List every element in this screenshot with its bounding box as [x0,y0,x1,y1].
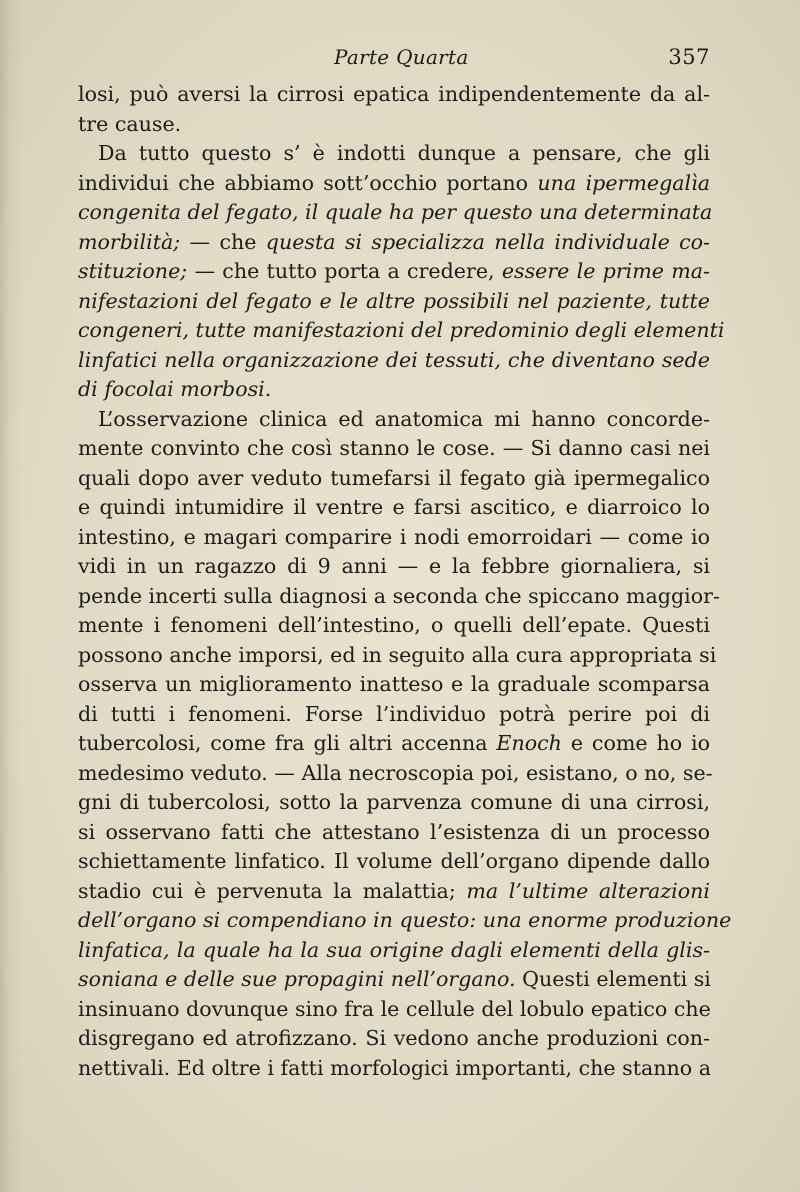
text-run: insinuano dovunque sino fra le cellule del lobulo epatico che [78,996,711,1021]
page-header [78,45,710,75]
text-run: tubercolosi, come fra gli altri accenna [78,731,497,755]
text-line [78,287,710,317]
italic-text: congenita del fegato, il quale ha per questo una determinata [78,200,713,224]
text-run: medesimo veduto. — Alla necroscopia poi, esistano, o no, se- [78,760,713,785]
text-line [78,1054,710,1084]
text-line [78,936,710,966]
text-line [78,818,710,848]
text-run: losi, può aversi la cirrosi epatica indipendentemente da al- [78,82,710,106]
text-line [78,110,710,140]
italic-text: una ipermegalìa [537,170,710,195]
text-run: tre cause. [78,111,182,136]
italic-text: morbilità; [78,229,181,254]
text-run: L’osservazione clinica ed anatomica mi hanno concorde- [98,406,710,431]
text-line [78,316,725,346]
italic-text: di focolai morbosi. [78,377,272,401]
text-run: schiettamente linfatico. Il volume dell’organo dipende dallo [78,849,710,873]
italic-text: essere le prime ma- [501,259,710,283]
text-run: di tutti i fenomeni. Forse l’individuo potrà perire poi di [78,701,710,726]
text-line [78,198,713,228]
text-run: Da tutto questo s’ è indotti dunque a pensare, che gli [98,141,710,165]
text-run: pende incerti sulla diagnosi a seconda che spiccano maggior- [78,583,720,608]
text-run: vidi in un ragazzo di 9 anni — e la febbre giornaliera, si [78,554,710,578]
text-line [78,80,710,110]
text-run: intestino, e magari comparire i nodi emorroidari — come io [78,524,710,549]
text-run: e quindi intumidire il ventre e farsi ascitico, e diarroico lo [78,495,710,519]
text-run: individui che abbiamo sott’occhio portano [78,170,538,195]
italic-text: soniana e delle sue propagini nell’organo. [78,967,516,991]
italic-text: questa si specializza nella individuale co- [265,229,710,254]
text-run: si osservano fatti che attestano l’esistenza di un processo [78,819,710,844]
page-number: 357 [668,45,710,69]
text-run: — che [180,229,266,254]
text-line [78,375,710,405]
text-line [78,523,710,553]
text-run: osserva un miglioramento inatteso e la graduale scomparsa [78,672,710,696]
text-line [78,1024,710,1054]
text-run: nettivali. Ed oltre i fatti morfologici importanti, che stanno a [78,1055,712,1080]
text-line [78,965,710,995]
text-line [78,611,710,641]
body-text [78,80,732,1083]
italic-text: Enoch [496,731,562,755]
text-line [78,464,710,494]
text-line [78,877,710,907]
italic-text: dell’organo si compendiano in questo: una enorme produzione [78,908,732,932]
text-line [78,552,710,582]
text-run: quali dopo aver veduto tumefarsi il fegato già ipermegalico [78,465,710,490]
text-line [78,759,713,789]
text-line [78,995,710,1025]
text-line [78,729,710,759]
text-line [78,670,710,700]
text-run: disgregano ed atrofizzano. Si vedono anche produzioni con- [78,1026,710,1050]
italic-text: congeneri, tutte manifestazioni del predominio degli elementi [78,318,725,342]
text-run: mente i fenomeni dell’intestino, o quelli dell’epate. Questi [78,613,710,637]
italic-text: stituzione; [78,259,188,283]
text-line [78,906,732,936]
text-run: Questi elementi si [515,967,711,991]
running-title: Parte Quarta [334,45,469,69]
text-line [78,139,710,169]
text-line [78,493,710,523]
text-run: — che tutto porta a credere, [187,259,502,283]
text-line [78,847,710,877]
italic-text: nifestazioni del fegato e le altre possibili nel paziente, tutte [78,288,710,313]
italic-text: ma l’ultime alterazioni [466,878,710,903]
text-run: gni di tubercolosi, sotto la parvenza comune di una cirrosi, [78,790,710,814]
text-line [78,582,720,612]
text-run: mente convinto che così stanno le cose. — Si danno casi nei [78,436,710,460]
text-line [78,257,710,287]
text-line [78,434,710,464]
text-line [78,169,710,199]
text-line [78,788,710,818]
text-line [78,700,710,730]
italic-text: linfatici nella organizzazione dei tessuti, che diventano sede [78,347,710,372]
text-line [78,228,710,258]
text-line [78,346,710,376]
text-line [78,405,710,435]
text-run: stadio cui è pervenuta la malattia; [78,878,467,903]
text-run: possono anche imporsi, ed in seguito alla cura appropriata si [78,642,717,667]
text-line [78,641,717,671]
text-run: e come ho io [561,731,710,755]
italic-text: linfatica, la quale ha la sua origine dagli elementi della glis- [78,937,710,962]
